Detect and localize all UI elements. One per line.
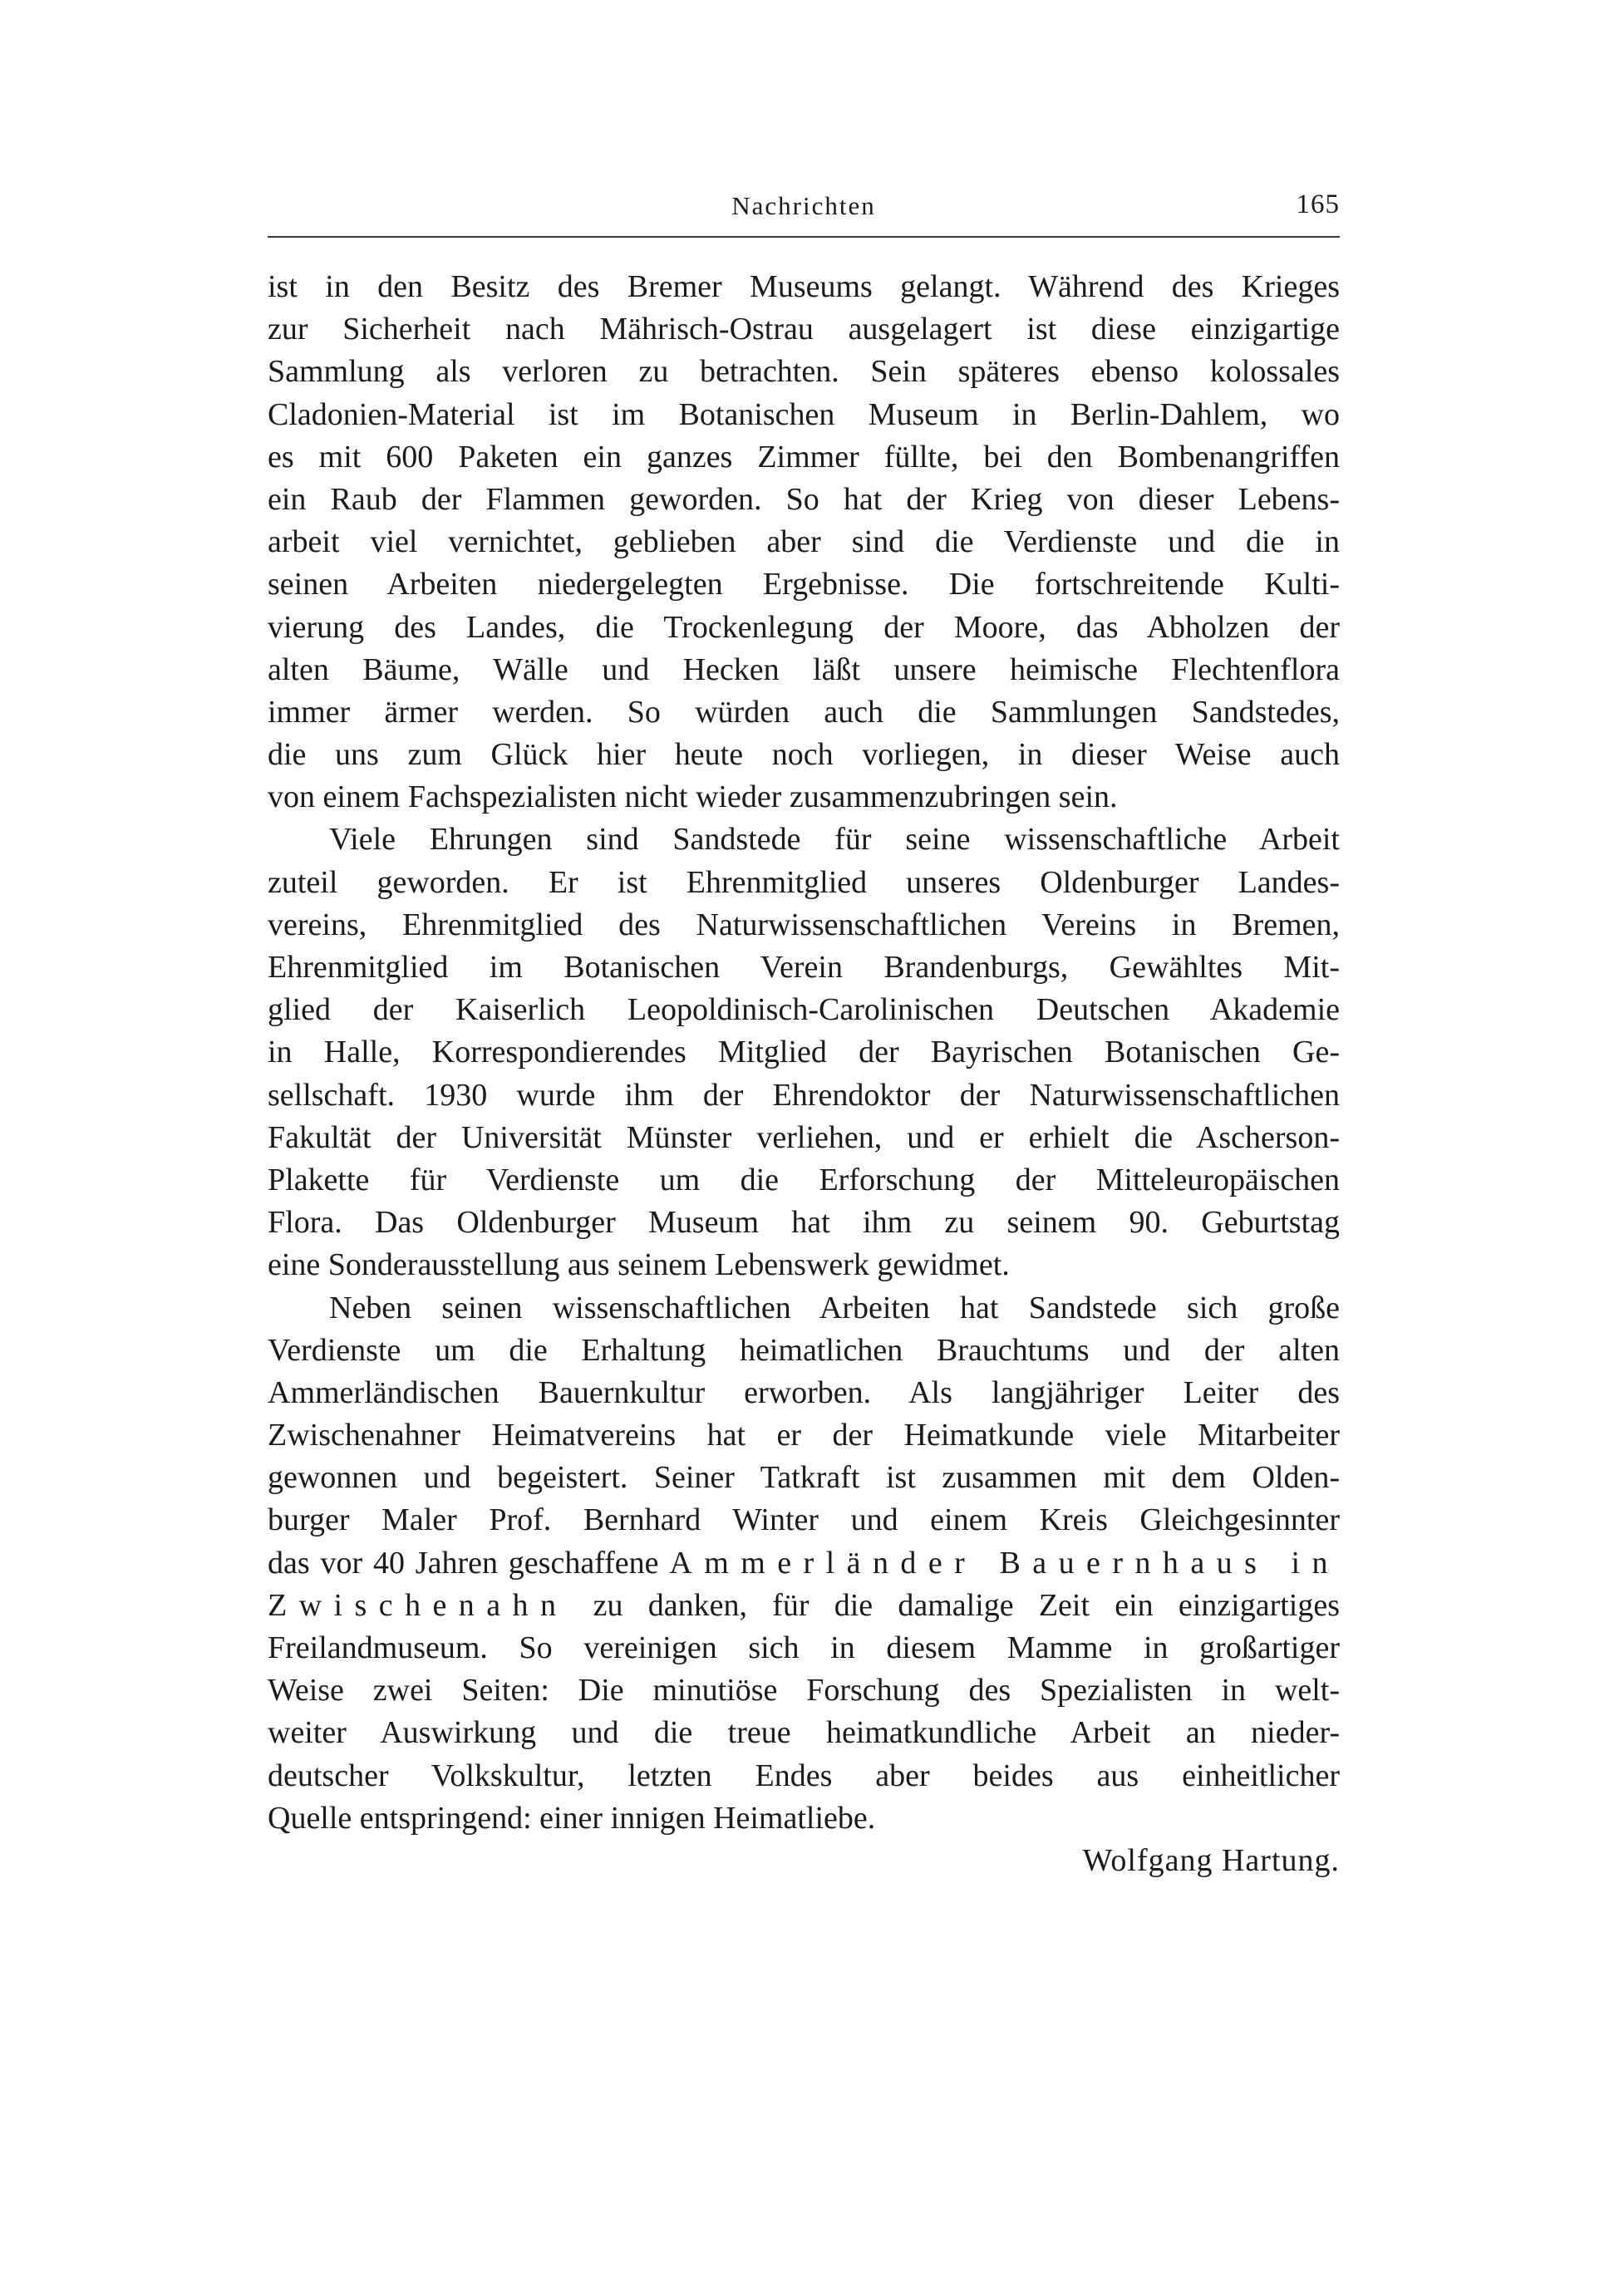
text-line: eine Sonderausstellung aus seinem Lebenswerk gewidmet.	[268, 1247, 1010, 1283]
text-line: Cladonien-Material ist im Botanischen Museum in Berlin-Dahlem, wo	[268, 396, 1340, 432]
text-line: immer ärmer werden. So würden auch die Sammlungen Sandstedes,	[268, 694, 1340, 730]
text-line	[268, 1542, 1340, 1585]
text-line: Fakultät der Universität Münster verliehen, und er erhielt die Ascherson-	[268, 1119, 1340, 1155]
text-line: ein Raub der Flammen geworden. So hat der Krieg von dieser Lebens-	[268, 481, 1340, 517]
text-line: Freilandmuseum. So vereinigen sich in diesem Mamme in großartiger	[268, 1630, 1340, 1665]
text-line: burger Maler Prof. Bernhard Winter und einem Kreis Gleichgesinnter	[268, 1502, 1340, 1538]
text-line: Zwischenahner Heimatvereins hat er der Heimatkunde viele Mitarbeiter	[268, 1418, 1340, 1453]
text-line: deutscher Volkskultur, letzten Endes aber beides aus einheitlicher	[268, 1758, 1340, 1793]
text-line	[268, 1585, 1340, 1627]
spaced-emphasis: Zwischenahn	[268, 1587, 568, 1623]
running-header	[268, 186, 1340, 238]
text-line: es mit 600 Paketen ein ganzes Zimmer füllte, bei den Bombenangriffen	[268, 439, 1340, 474]
running-title: Nachrichten	[731, 191, 876, 220]
text-line: glied der Kaiserlich Leopoldinisch-Carolinischen Deutschen Akademie	[268, 992, 1340, 1028]
page-number: 165	[1296, 189, 1340, 219]
text-line: vereins, Ehrenmitglied des Naturwissenschaftlichen Vereins in Bremen,	[268, 907, 1340, 942]
text-line: Verdienste um die Erhaltung heimatlichen Brauchtums und der alten	[268, 1332, 1340, 1368]
text-line: Viele Ehrungen sind Sandstede für seine wissenschaftliche Arbeit	[329, 822, 1340, 858]
paragraph-1	[268, 266, 1340, 819]
text-line: von einem Fachspezialisten nicht wieder zusammenzubringen sein.	[268, 779, 1118, 815]
author-signature: Wolfgang Hartung.	[1082, 1842, 1340, 1878]
text-line: Sammlung als verloren zu betrachten. Sein späteres ebenso kolossales	[268, 354, 1340, 390]
text-line: Ehrenmitglied im Botanischen Verein Brandenburgs, Gewähltes Mit-	[268, 950, 1340, 985]
text-line: arbeit viel vernichtet, geblieben aber sind die Verdienste und die in	[268, 524, 1340, 560]
text-line: die uns zum Glück hier heute noch vorliegen, in dieser Weise auch	[268, 737, 1340, 773]
text-line: in Halle, Korrespondierendes Mitglied der Bayrischen Botanischen Ge-	[268, 1035, 1340, 1070]
text-line: gewonnen und begeistert. Seiner Tatkraft ist zusammen mit dem Olden-	[268, 1460, 1340, 1496]
text-line: weiter Auswirkung und die treue heimatkundliche Arbeit an nieder-	[268, 1715, 1340, 1751]
text-line: seinen Arbeiten niedergelegten Ergebnisse. Die fortschreitende Kulti-	[268, 567, 1340, 602]
text-segment: das vor 40 Jahren geschaffene	[268, 1545, 659, 1581]
text-line: Plakette für Verdienste um die Erforschung der Mitteleuropäischen	[268, 1162, 1340, 1197]
text-line: sellschaft. 1930 wurde ihm der Ehrendoktor der Naturwissenschaftlichen	[268, 1077, 1340, 1113]
paragraph-3	[268, 1287, 1340, 1840]
text-segment: zu danken, für die damalige Zeit ein einzigartiges	[593, 1587, 1341, 1623]
text-line: Ammerländischen Bauernkultur erworben. Als langjähriger Leiter des	[268, 1374, 1340, 1410]
text-line: Flora. Das Oldenburger Museum hat ihm zu seinem 90. Geburtstag	[268, 1205, 1340, 1241]
document-page	[268, 186, 1340, 1882]
text-line: alten Bäume, Wälle und Hecken läßt unsere heimische Flechtenflora	[268, 651, 1340, 687]
text-line: zur Sicherheit nach Mährisch-Ostrau ausgelagert ist diese einzigartige	[268, 312, 1340, 347]
body-text	[268, 266, 1340, 1882]
text-line: Quelle entspringend: einer innigen Heimatliebe.	[268, 1800, 876, 1836]
text-line: zuteil geworden. Er ist Ehrenmitglied unseres Oldenburger Landes-	[268, 864, 1340, 900]
text-line: ist in den Besitz des Bremer Museums gelangt. Während des Krieges	[268, 269, 1340, 304]
text-line: vierung des Landes, die Trockenlegung der Moore, das Abholzen der	[268, 609, 1340, 645]
spaced-emphasis: Ammerländer Bauernhaus in	[669, 1545, 1340, 1581]
paragraph-2	[268, 819, 1340, 1286]
text-line: Weise zwei Seiten: Die minutiöse Forschung des Spezialisten in welt-	[268, 1673, 1340, 1708]
text-line: Neben seinen wissenschaftlichen Arbeiten hat Sandstede sich große	[329, 1290, 1340, 1325]
